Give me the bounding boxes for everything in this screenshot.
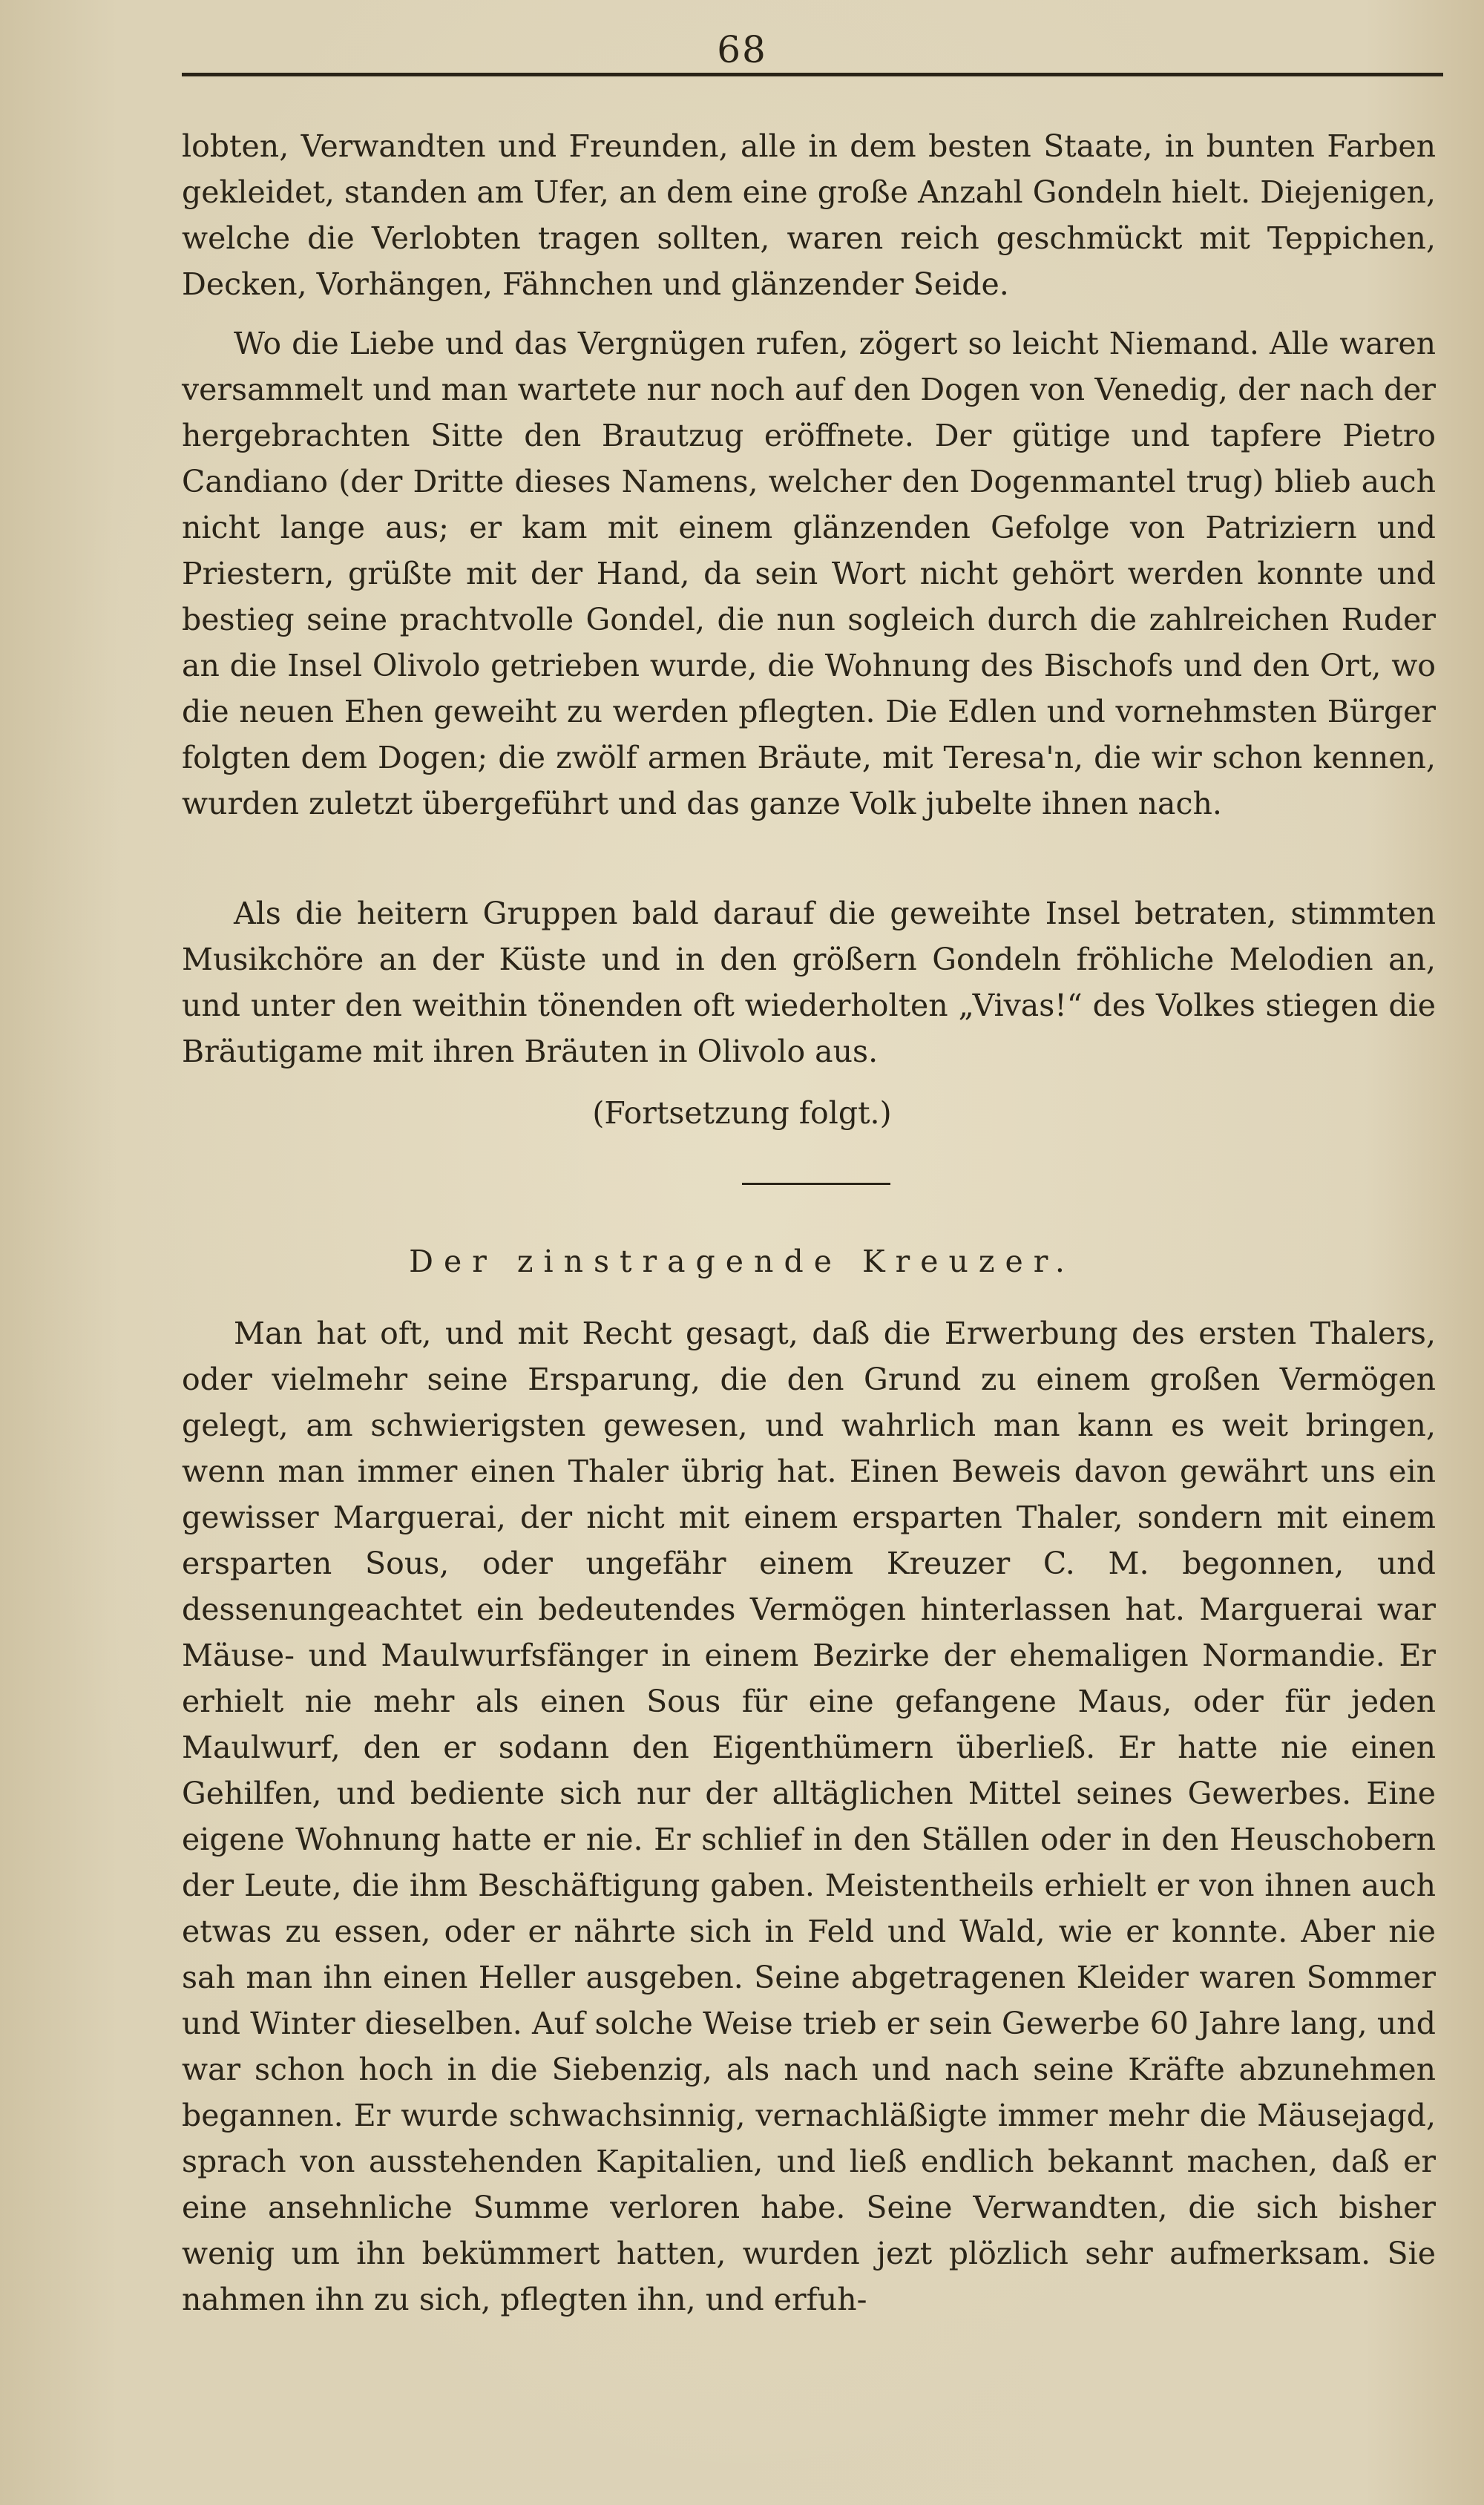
paragraph: Als die heitern Gruppen bald darauf die geweihte Insel betraten, stimmten Musikchöre an der Küste und in den größern Gondeln fröhliche Melodien an, und unter den weithin tönenden oft wiederholten „Vivas!“ des Volkes stiegen die Bräutigame mit ihren Bräuten in Olivolo aus. [182, 896, 1436, 1069]
section-divider [742, 1183, 890, 1185]
section-title: Der zinstragende Kreuzer. [409, 1244, 1075, 1279]
page-number: 68 [717, 28, 767, 71]
paragraph: Man hat oft, und mit Recht gesagt, daß die Erwerbung des ersten Thalers, oder vielmehr seine Ersparung, die den Grund zu einem großen Vermögen gelegt, am schwierigsten gewesen, und wahrlich man kann es weit bringen, wenn man immer einen Thaler übrig hat. Einen Beweis davon gewährt uns ein gewisser Marguerai, der nicht mit einem ersparten Thaler, sondern mit einem ersparten Sous, oder ungefähr einem Kreuzer C. M. begonnen, und dessenungeachtet ein bedeutendes Vermögen hinterlassen hat. Marguerai war Mäuse- und Maulwurfsfänger in einem Bezirke der ehemaligen Normandie. Er erhielt nie mehr als einen Sous für eine gefangene Maus, oder für jeden Maulwurf, den er sodann den Eigenthümern überließ. Er hatte nie einen Gehilfen, und bediente sich nur der alltäglichen Mittel seines Gewerbes. Eine eigene Wohnung hatte er nie. Er schlief in den Ställen oder in den Heuschobern der Leute, die ihm Beschäftigung gaben. Meistentheils erhielt er von ihnen auch etwas zu essen, oder er nährte sich in Feld und Wald, wie er konnte. Aber nie sah man ihn einen Heller ausgeben. Seine abgetragenen Kleider waren Sommer und Winter dieselben. Auf solche Weise trieb er sein Gewerbe 60 Jahre lang, und war schon hoch in die Siebenzig, als nach und nach seine Kräfte abzunehmen begannen. Er wurde schwachsinnig, vernachläßigte immer mehr die Mäusejagd, sprach von ausstehenden Kapitalien, und ließ endlich bekannt machen, daß er eine ansehnliche Summe verloren habe. Seine Verwandten, die sich bisher wenig um ihn bekümmert hatten, wurden jezt plözlich sehr aufmerksam. Sie nahmen ihn zu sich, pflegten ihn, und erfuh- [182, 1316, 1436, 2317]
header-rule [182, 73, 1443, 76]
continuation-note: (Fortsetzung folgt.) [592, 1095, 892, 1131]
paragraph: lobten, Verwandten und Freunden, alle in dem besten Staate, in bunten Farben gekleidet, standen am Ufer, an dem eine große Anzahl Gondeln hielt. Diejenigen, welche die Verlobten tragen sollten, waren reich geschmückt mit Teppichen, Decken, Vorhängen, Fähnchen und glänzender Seide. [182, 128, 1436, 302]
paragraph: Wo die Liebe und das Vergnügen rufen, zögert so leicht Niemand. Alle waren versammelt und man wartete nur noch auf den Dogen von Venedig, der nach der hergebrachten Sitte den Brautzug eröffnete. Der gütige und tapfere Pietro Candiano (der Dritte dieses Namens, welcher den Dogenmantel trug) blieb auch nicht lange aus; er kam mit einem glänzenden Gefolge von Patriziern und Priestern, grüßte mit der Hand, da sein Wort nicht gehört werden konnte und bestieg seine prachtvolle Gondel, die nun sogleich durch die zahlreichen Ruder an die Insel Olivolo getrieben wurde, die Wohnung des Bischofs und den Ort, wo die neuen Ehen geweiht zu werden pflegten. Die Edlen und vornehmsten Bürger folgten dem Dogen; die zwölf armen Bräute, mit Teresa'n, die wir schon kennen, wurden zuletzt übergeführt und das ganze Volk jubelte ihnen nach. [182, 326, 1436, 821]
